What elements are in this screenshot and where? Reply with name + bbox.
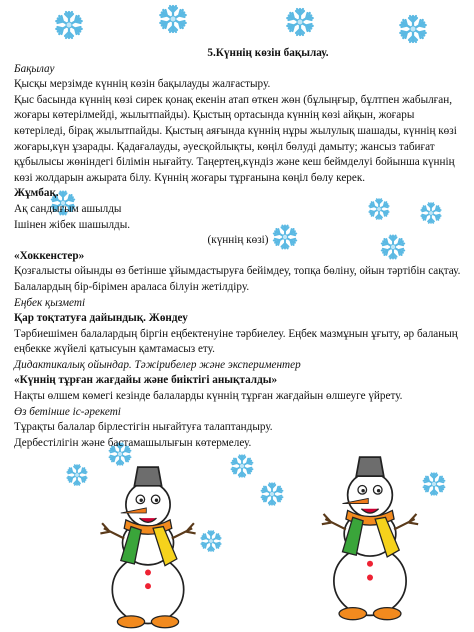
paragraph: Дербестілігін және бастамашылығын көтермелеу. [14,436,252,449]
snowflake-icon [258,480,286,508]
snowflake-icon [396,12,430,46]
paragraph: Нақты өлшем көмегі кезінде балаларды күннің тұрған жағдайын өлшеуге үйрету. [14,390,403,403]
paragraph: Қыс басында күннің көзі сирек қонақ екенін атап өткен жөн (бұлыңғыр, бұлтпен жабылған, жоғары көтерілмейді, жылытпайды). Қыстың ортасында күннің көзі айқын, жоғары көтеріледі, бірақ жылытпайды. Қыстың аяғында күннің нұры жылулық шашады, күннің көзі жоғары,күн ұзарады. Қадағалауды, әуесқойлықты, көңіл бөлуді дамыту; жансыз табиғат құбылысы жөніндегі білімін нығайту. Таңертең,күндіз және кеш беймделуі бойынша күннің көзі жолдарын ажырата білу. Күннің жоғары тұрғанына көңіл бөлу керек. [14,93,457,184]
didactic-heading: «Күннің тұрған жағдайы және биіктігі анықталды» [14,374,278,387]
snowflake-icon [156,2,190,36]
section-label-labor: Еңбек қызметі [14,296,86,309]
section-label-observation: Бақылау [14,62,55,75]
page-title: 5.Күннің көзін бақылау. [207,47,329,59]
snowflake-icon [283,5,317,39]
paragraph: Тәрбиешімен балалардың біргін еңбектенуіне тәрбиелеу. Еңбек мазмұнын ұғыту, әр баланың еңбекке жүйелі қатысуын қамтамасыз ету. [14,327,458,356]
snowman-left-image [78,462,218,632]
riddle-line: Ақ сандығым ашылды [14,202,122,215]
snowman-right-image [300,452,440,624]
paragraph: Тұрақты балалар бірлестігін нығайтуға талаптандыру. [14,421,273,434]
snowflake-icon [52,8,86,42]
game-heading: «Хоккенстер» [14,249,85,262]
riddle-line: Ішінен жібек шашылды. [14,218,131,231]
section-label-independent: Өз бетінше іс-әрекеті [14,405,121,418]
riddle-answer: (күннің көзі) [207,234,269,247]
document-body [14,46,462,451]
riddle-heading: Жұмбақ. [14,187,59,200]
section-label-didactic: Дидактикалық ойындар. Тәжірибелер және экспериментер [14,358,301,371]
snowflake-icon [228,452,256,480]
paragraph: Қысқы мерзімде күннің көзін бақылауды жалғастыру. [14,78,271,91]
labor-heading: Қар тоқтатуға дайындық. Жөндеу [14,312,188,325]
paragraph: Қозғалысты ойынды өз бетінше ұйымдастыруға бейімдеу, топқа бөліну, ойын тәртібін сақтау. Балалардың бір-бірімен араласа білуін жетілдіру. [14,265,461,293]
